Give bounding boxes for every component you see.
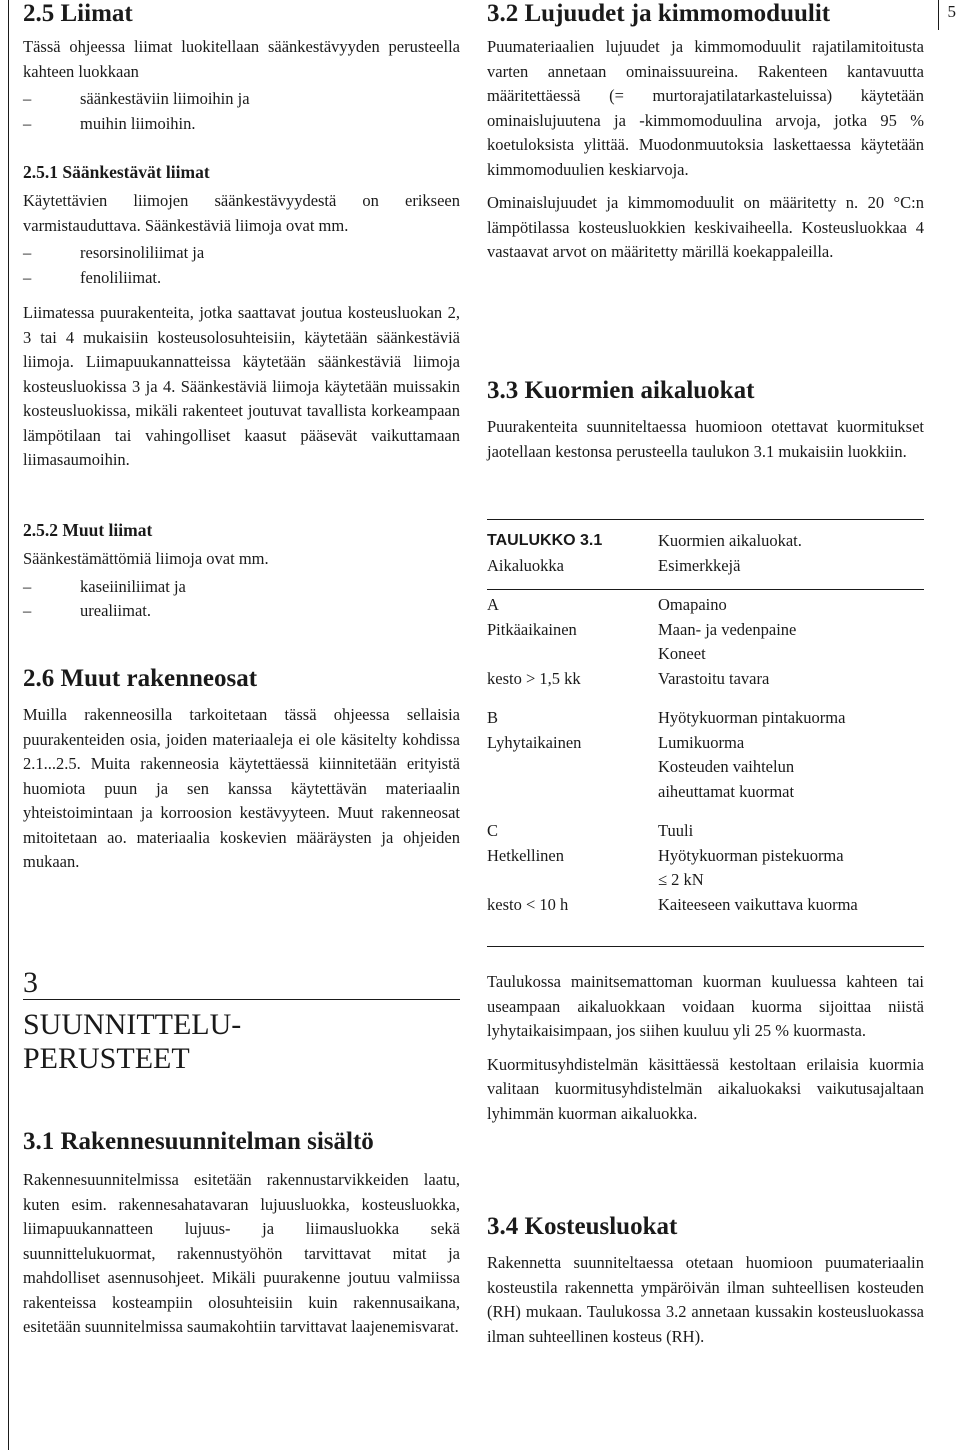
chapter-title-line1: SUUNNITTELU-	[23, 1008, 242, 1041]
table-cell-esimerkki: Hyötykuorman pistekuorma	[658, 845, 844, 865]
table-row	[487, 706, 924, 731]
table-cell-esimerkki: Kosteuden vaihtelun	[658, 757, 795, 776]
section-heading: 3.4 Kosteusluokat	[487, 1213, 678, 1240]
table-row	[487, 642, 924, 667]
table-row	[487, 593, 924, 618]
table-caption: Kuormien aikaluokat.	[658, 531, 802, 550]
table-header-row	[487, 554, 924, 579]
chapter-title-line2: PERUSTEET	[23, 1042, 190, 1075]
table-top-rule	[487, 519, 924, 520]
table-cell-esimerkki: Omapaino	[658, 595, 727, 614]
table-cell-aikaluokka: B	[487, 708, 499, 727]
left-margin-rule	[8, 0, 9, 1450]
paragraph: Rakennesuunnitelmissa esitetään rakennustarvikkeiden laatu, kuten esim. rakennesahatavaran lujuusluokka, kosteusluokka, liimapuukannatteen lujuus- ja liimausluokka sekä suunnittelukuormat, rakennustyöhön tarvittavat mitat ja mahdolliset asennusohjeet. Mikäli puurakenne joutuu valmiissa rakenteissa kosteampiin olosuhteisiin kuin rakennusaikana, esitetään suunnitelmissa saumakohtiin tarvittavat laajenemisvarat.	[23, 1170, 460, 1336]
section-3-1	[23, 1128, 460, 1340]
paragraph: Rakennetta suunniteltaessa otetaan huomioon puumateriaalin kosteustila rakennetta ympäröivän ilman suhteellisen kosteuden (RH) mukaan. Taulukossa 3.2 annetaan kussakin kosteusluokassa ilman suhteellinen kosteus (RH).	[487, 1253, 924, 1346]
table-cell-esimerkki: Tuuli	[658, 821, 694, 840]
paragraph: Kuormitusyhdistelmän käsittäessä kestoltaan erilaisia kuormia valitaan kuormitusyhdistelmän aikaluokaksi vaikutusajaltaan lyhimmän kuorman aikaluokka.	[487, 1054, 924, 1123]
table-group-gap	[487, 804, 924, 819]
table-cell-esimerkki: Kaiteeseen vaikuttava kuorma	[658, 894, 858, 914]
table-cell-aikaluokka: Pitkäaikainen	[487, 619, 577, 639]
table-row	[487, 731, 924, 756]
table-header-rule	[487, 589, 924, 590]
table-caption-row	[487, 529, 924, 554]
list-item: – fenoliliimat.	[23, 267, 162, 287]
chapter-3	[23, 966, 460, 1076]
list-item: – muihin liimoihin.	[23, 113, 196, 133]
list-item: – kaseiiniliimat ja	[23, 576, 186, 596]
chapter-rule	[23, 999, 460, 1000]
section-heading: 3.3 Kuormien aikaluokat	[487, 377, 755, 404]
table-cell-esimerkki: Varastoitu tavara	[658, 668, 770, 688]
table-cell-aikaluokka: kesto < 10 h	[487, 894, 569, 914]
chapter-number: 3	[23, 966, 38, 999]
after-table-text	[487, 970, 924, 1126]
subsection-heading: 2.5.2 Muut liimat	[23, 520, 153, 540]
table-label: TAULUKKO 3.1	[487, 532, 603, 549]
table-cell-esimerkki: ≤ 2 kN	[658, 870, 704, 889]
table-cell-aikaluokka: Lyhytaikainen	[487, 732, 582, 752]
table-cell-aikaluokka: A	[487, 595, 499, 614]
paragraph: Säänkestämättömiä liimoja ovat mm.	[23, 549, 269, 568]
page-number: 5	[947, 2, 956, 21]
table-row	[487, 819, 924, 844]
paragraph: Tässä ohjeessa liimat luokitellaan säänkestävyyden perusteella kahteen luokkaan	[23, 37, 460, 81]
table-row	[487, 868, 924, 893]
table-cell-aikaluokka: C	[487, 821, 499, 840]
table-cell-aikaluokka: kesto > 1,5 kk	[487, 668, 581, 688]
table-group-gap	[487, 578, 924, 593]
table	[487, 529, 924, 917]
list-item: – resorsinoliliimat ja	[23, 243, 205, 262]
table-cell-esimerkki: Lumikuorma	[658, 732, 745, 752]
table-cell-aikaluokka	[487, 780, 658, 805]
section-heading: 2.5 Liimat	[23, 0, 133, 27]
table-row	[487, 618, 924, 643]
paragraph: Taulukossa mainitsemattoman kuorman kuuluessa kahteen tai useampaan aikaluokkaan voidaan kuorma sijoittaa niistä lyhytaikaisimpaan, jos siihen kuuluu yli 25 % kuormasta.	[487, 972, 924, 1040]
list-item: – urealiimat.	[23, 601, 152, 620]
table-cell-esimerkki: Koneet	[658, 644, 706, 663]
section-heading: 2.6 Muut rakenneosat	[23, 665, 258, 692]
paragraph: Muilla rakenneosilla tarkoitetaan tässä ohjeessa sellaisia puurakenteiden osia, joiden materiaaleja ei ole käsitelty kohdissa 2.1...2.5. Muita rakenneosia käytettäessä kiinnitetään erityistä huomiota puun ja sen kanssa käytettävän materiaalin yhteistoimintaan ja korroosion kestävyyteen. Muut rakenneosat mitoitetaan ao. materiaalia koskevien määräysten ja ohjeiden mukaan.	[23, 705, 460, 871]
table-cell-aikaluokka	[487, 642, 658, 667]
table-row	[487, 844, 924, 869]
table-cell-aikaluokka	[487, 755, 658, 780]
table-bottom-rule	[487, 946, 924, 947]
table-cell-esimerkki: Hyötykuorman pintakuorma	[658, 708, 846, 727]
table-cell-aikaluokka: Hetkellinen	[487, 845, 564, 865]
table-row	[487, 667, 924, 692]
section-3-2	[487, 0, 924, 265]
table-cell-aikaluokka	[487, 868, 658, 893]
paragraph: Käytettävien liimojen säänkestävyydestä on erikseen varmistauduttava. Säänkestäviä liimoja ovat mm.	[23, 191, 460, 235]
table-group-gap	[487, 691, 924, 706]
table-cell-esimerkki: Maan- ja vedenpaine	[658, 619, 797, 639]
section-3-4	[487, 1213, 924, 1349]
section-heading: 3.2 Lujuudet ja kimmomoduulit	[487, 0, 831, 27]
section-2-5-2	[23, 518, 460, 624]
subsection-heading: 2.5.1 Säänkestävät liimat	[23, 162, 210, 182]
right-margin-rule	[938, 0, 939, 30]
section-2-5-1	[23, 160, 460, 473]
column-header: Aikaluokka	[487, 555, 564, 575]
column-header: Esimerkkejä	[658, 555, 741, 575]
section-2-6	[23, 665, 460, 875]
paragraph: Liimatessa puurakenteita, jotka saattavat joutua kosteusluokan 2, 3 tai 4 mukaisiin kosteusolosuhteisiin, käytetään säänkestäviä liimoja. Liimapuukannatteissa käytetään säänkestäviä liimoja kosteusluokissa 3 ja 4. Säänkestäviä liimoja käytetään muissakin kosteusluokissa, mikäli rakenteet joutuvat tavallista korkeampaan lämpötilaan tai vahingolliset kaasut pääsevät vaikuttamaan liimasaumoihin.	[23, 303, 460, 469]
section-3-3	[487, 377, 924, 464]
table-cell-esimerkki: aiheuttamat kuormat	[658, 781, 795, 801]
paragraph: Ominaislujuudet ja kimmomoduulit on määritetty n. 20 °C:n lämpötilassa kosteusluokkien keskivaiheella. Kosteusluokkaa 4 vastaavat arvot on määritetty märillä koekappaleilla.	[487, 193, 924, 261]
list-item: – säänkestäviin liimoihin ja	[23, 89, 250, 108]
section-2-5	[23, 0, 460, 136]
table-row	[487, 893, 924, 918]
paragraph: Puurakenteita suunniteltaessa huomioon otettavat kuormitukset jaotellaan kestonsa perusteella taulukon 3.1 mukaisiin luokkiin.	[487, 417, 924, 461]
paragraph: Puumateriaalien lujuudet ja kimmomoduulit rajatilamitoitusta varten annetaan ominaissuureina. Rakenteen kantavuutta määritettäessä (= murtorajatilatarkasteluissa) käytetään ominaislujuutena ja -kimmomoduulina arvoja, jotka 95 % koetuloksista ylittää. Muodonmuutoksia laskettaessa käytetään kimmomoduulien keskiarvoja.	[487, 37, 924, 179]
table-row	[487, 780, 924, 805]
table-row	[487, 755, 924, 780]
section-heading: 3.1 Rakennesuunnitelman sisältö	[23, 1128, 374, 1155]
